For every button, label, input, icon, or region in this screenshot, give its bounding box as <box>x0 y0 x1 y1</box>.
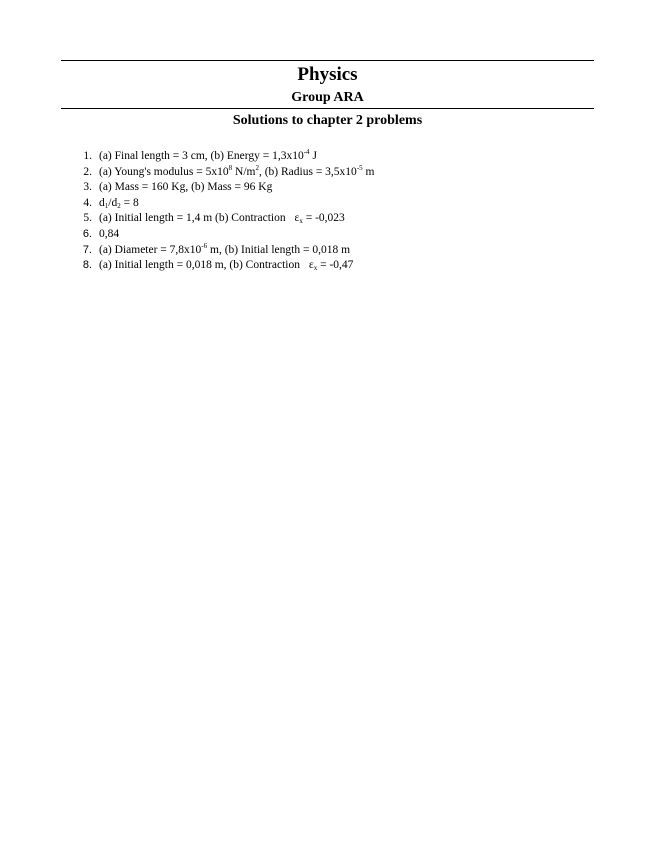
text-segment: d <box>99 196 105 209</box>
solution-item <box>76 211 374 227</box>
text-segment: m <box>362 165 375 178</box>
superscript: -5 <box>356 163 363 172</box>
solution-text <box>99 197 139 209</box>
solution-text <box>99 241 351 256</box>
text-segment: (a) Initial length = 0,018 m, (b) Contraction <box>99 259 303 272</box>
solution-number: 1. <box>83 150 92 162</box>
subscript: 2 <box>117 201 121 210</box>
solution-item <box>76 243 374 259</box>
text-segment: = -0,47 <box>317 259 354 272</box>
superscript: 2 <box>255 163 259 172</box>
text-segment: , (b) Radius = 3,5x10 <box>258 165 357 178</box>
text-segment: (a) Diameter = 7,8x10 <box>99 243 202 256</box>
superscript: -6 <box>201 241 208 250</box>
solution-text <box>99 212 345 224</box>
superscript: 8 <box>228 163 233 172</box>
text-segment: N/m <box>232 165 256 178</box>
solution-item <box>76 227 374 243</box>
solution-item <box>76 196 374 212</box>
solution-item <box>76 258 374 274</box>
subscript: 1 <box>104 201 109 210</box>
text-segment: (a) Young's modulus = 5x10 <box>99 165 229 178</box>
solution-number: 6. <box>82 227 92 240</box>
solution-item <box>76 149 374 165</box>
solution-text <box>99 150 317 162</box>
page-title: Physics <box>297 64 358 85</box>
section-heading: Solutions to chapter 2 problems <box>232 113 423 128</box>
text-segment: (a) Mass = 160 Kg, (b) Mass = 96 Kg <box>99 181 273 194</box>
solutions-list <box>76 149 374 274</box>
solution-text <box>99 181 272 193</box>
solution-number: 5. <box>83 212 92 225</box>
superscript: -4 <box>303 148 310 156</box>
solution-text <box>99 259 353 271</box>
solution-item <box>76 165 374 181</box>
text-segment: (a) Initial length = 1,4 m (b) Contraction <box>99 212 289 225</box>
subscript: x <box>299 217 303 226</box>
subscript: x <box>313 264 318 273</box>
solution-text <box>99 163 375 178</box>
group-subtitle: Group ARA <box>291 90 364 105</box>
solution-number: 7. <box>82 243 92 256</box>
text-segment: = -0,023 <box>302 212 345 225</box>
text-segment: /d <box>108 196 118 209</box>
header-rule <box>61 108 594 109</box>
solution-number: 8. <box>82 259 92 272</box>
text-segment: ε <box>308 259 314 272</box>
solution-text <box>99 228 119 240</box>
text-segment: 0,84 <box>99 227 120 240</box>
text-segment: (a) Final length = 3 cm, (b) Energy = 1,3x10 <box>99 150 304 162</box>
text-segment: ε <box>294 212 300 225</box>
solution-number: 3. <box>83 181 92 194</box>
solution-number: 2. <box>83 165 92 178</box>
solution-item <box>76 180 374 196</box>
text-segment: J <box>309 150 317 162</box>
top-rule <box>61 60 594 61</box>
text-segment: m, (b) Initial length = 0,018 m <box>207 243 351 256</box>
solution-number: 4. <box>83 196 92 209</box>
text-segment: = 8 <box>120 196 139 209</box>
